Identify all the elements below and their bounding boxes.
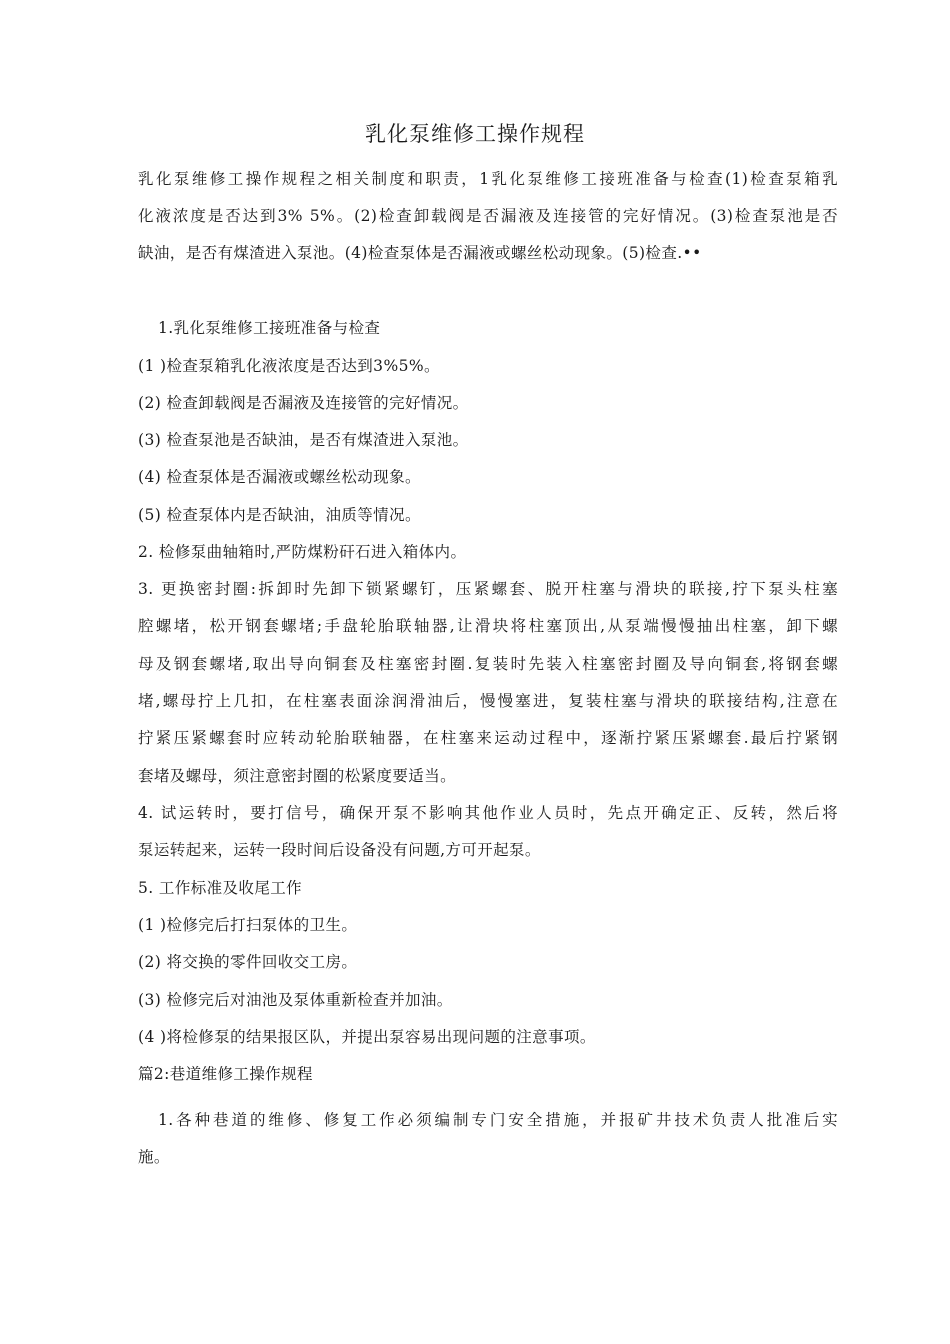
list-item: (2) 将交换的零件回收交工房。 — [138, 953, 358, 971]
paragraph-line: 堵,螺母拧上几扣，在柱塞表面涂润滑油后，慢慢塞进，复装柱塞与滑块的联接结构,注意在 — [138, 692, 838, 710]
section-heading: 1.乳化泵维修工接班准备与检查 — [158, 319, 381, 337]
list-item: (2) 检查卸载阀是否漏液及连接管的完好情况。 — [138, 394, 469, 412]
list-item: (4) 检查泵体是否漏液或螺丝松动现象。 — [138, 468, 421, 486]
paragraph-line: 套堵及螺母，须注意密封圈的松紧度要适当。 — [138, 767, 457, 785]
paragraph-line: 施。 — [138, 1148, 170, 1166]
section-heading: 篇2:巷道维修工操作规程 — [138, 1065, 313, 1083]
section-heading: 5. 工作标准及收尾工作 — [138, 879, 303, 897]
paragraph-line: 4. 试运转时，要打信号，确保开泵不影响其他作业人员时，先点开确定正、反转，然后将 — [138, 804, 838, 822]
paragraph-line: 拧紧压紧螺套时应转动轮胎联轴器，在柱塞来运动过程中，逐渐拧紧压紧螺套.最后拧紧钢 — [138, 729, 838, 747]
paragraph-line: 母及钢套螺堵,取出导向铜套及柱塞密封圈.复装时先装入柱塞密封圈及导向铜套,将钢套螺 — [138, 655, 838, 673]
list-item: (5) 检查泵体内是否缺油，油质等情况。 — [138, 506, 421, 524]
list-item: (3) 检修完后对油池及泵体重新检查并加油。 — [138, 991, 453, 1009]
paragraph-line: 2. 检修泵曲轴箱时,严防煤粉矸石进入箱体内。 — [138, 543, 467, 561]
list-item: (1 )检修完后打扫泵体的卫生。 — [138, 916, 358, 934]
intro-line: 缺油，是否有煤渣进入泵池。(4)检查泵体是否漏液或螺丝松动现象。(5)检查.•• — [138, 244, 702, 262]
list-item: (3) 检查泵池是否缺油，是否有煤渣进入泵池。 — [138, 431, 469, 449]
document-title: 乳化泵维修工操作规程 — [365, 122, 585, 146]
list-item: (1 )检查泵箱乳化液浓度是否达到3%5%。 — [138, 357, 440, 375]
paragraph-line: 1.各种巷道的维修、修复工作必须编制专门安全措施，并报矿井技术负责人批准后实 — [158, 1111, 838, 1129]
list-item: (4 )将检修泵的结果报区队，并提出泵容易出现问题的注意事项。 — [138, 1028, 596, 1046]
intro-line: 化液浓度是否达到3% 5%。(2)检查卸载阀是否漏液及连接管的完好情况。(3)检查泵池是否 — [138, 207, 838, 225]
paragraph-line: 泵运转起来，运转一段时间后设备没有问题,方可开起泵。 — [138, 841, 541, 859]
paragraph-line: 3. 更换密封圈:拆卸时先卸下锁紧螺钉，压紧螺套、脱开柱塞与滑块的联接,拧下泵头柱塞 — [138, 580, 838, 598]
intro-line: 乳化泵维修工操作规程之相关制度和职责，1乳化泵维修工接班准备与检查(1)检查泵箱乳 — [138, 170, 838, 188]
paragraph-line: 腔螺堵，松开钢套螺堵;手盘轮胎联轴器,让滑块将柱塞顶出,从泵端慢慢抽出柱塞，卸下螺 — [138, 617, 838, 635]
